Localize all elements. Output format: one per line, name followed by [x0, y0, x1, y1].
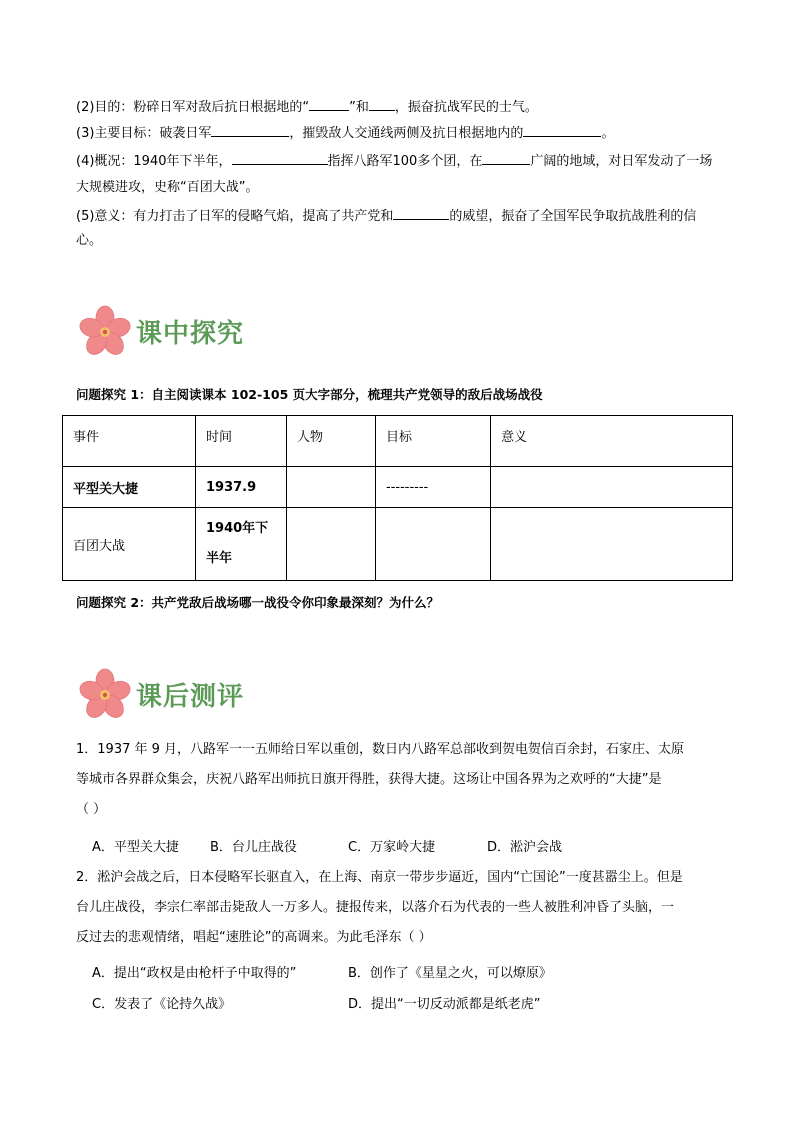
blank-field[interactable]: [393, 205, 449, 220]
quiz-1-option-c[interactable]: C．万家岭大捷: [348, 840, 436, 855]
section-title: 课中探究: [136, 319, 245, 349]
time-cell: 1937.9: [196, 467, 287, 508]
meaning-cell[interactable]: [491, 467, 733, 508]
blank-field[interactable]: [482, 150, 530, 165]
blank-field[interactable]: [523, 122, 601, 137]
header-cell: 人物: [287, 416, 376, 467]
question-1-title: 问题探究 1：自主阅读课本 102-105 页大字部分，梳理共产党领导的敌后战场战役: [76, 387, 543, 402]
quiz-1-option-b[interactable]: B．台儿庄战役: [210, 840, 297, 855]
person-cell[interactable]: [287, 508, 376, 581]
event-cell: 百团大战: [63, 508, 196, 581]
blank-field[interactable]: [232, 150, 328, 165]
flower-icon: [76, 666, 134, 724]
header-cell: 时间: [196, 416, 287, 467]
blank-field[interactable]: [211, 122, 289, 137]
events-table: [62, 415, 733, 581]
blank-field[interactable]: [309, 96, 349, 111]
event-cell: 平型关大捷: [63, 467, 196, 508]
header-cell: 事件: [63, 416, 196, 467]
quiz-1-line: 1．1937 年 9 月，八路军一一五师给日军以重创，数日内八路军总部收到贺电贺信百余封，石家庄、太原: [76, 742, 685, 757]
header-cell: 意义: [491, 416, 733, 467]
table-row: [63, 508, 733, 581]
table-row: [63, 467, 733, 508]
quiz-1-line: 等城市各界群众集会，庆祝八路军出师抗日旗开得胜，获得大捷。这场让中国各界为之欢呼的“大捷”是: [76, 772, 662, 787]
question-2-title: 问题探究 2：共产党敌后战场哪一战役令你印象最深刻？为什么？: [76, 595, 440, 610]
header-cell: 目标: [376, 416, 491, 467]
flower-icon: [76, 303, 134, 361]
quiz-2-line: 反过去的悲观情绪，唱起“速胜论”的高调来。为此毛泽东（ ）: [76, 930, 432, 945]
target-cell[interactable]: [376, 508, 491, 581]
quiz-2-option-c[interactable]: C．发表了《论持久战》: [92, 997, 232, 1012]
item-2: (2)目的：粉碎日军对敌后抗日根据地的“ ”和 ，振奋抗战军民的士气。: [76, 96, 538, 118]
item-5-cont: 心。: [76, 233, 103, 248]
quiz-1-answer-bracket[interactable]: （ ）: [76, 802, 107, 817]
section-title: 课后测评: [136, 682, 245, 712]
time-cell: [196, 508, 287, 581]
target-cell[interactable]: ---------: [376, 467, 491, 508]
item-4-cont: 大规模进攻，史称“百团大战”。: [76, 180, 259, 195]
quiz-2-line: 2．淞沪会战之后，日本侵略军长驱直入，在上海、南京一带步步逼近，国内“亡国论”一度甚嚣尘上。但是: [76, 870, 683, 885]
person-cell[interactable]: [287, 467, 376, 508]
quiz-2-option-a[interactable]: A．提出“政权是由枪杆子中取得的”: [92, 966, 297, 981]
meaning-cell[interactable]: [491, 508, 733, 581]
quiz-1-option-a[interactable]: A．平型关大捷: [92, 840, 179, 855]
blank-field[interactable]: [369, 96, 395, 111]
item-4: (4)概况：1940年下半年， 指挥八路军100多个团，在 广阔的地域，对日军发动了一场: [76, 150, 712, 172]
quiz-2-line: 台儿庄战役，李宗仁率部击毙敌人一万多人。捷报传来，以落介石为代表的一些人被胜利冲昏了头脑，一: [76, 900, 675, 915]
quiz-1-option-d[interactable]: D．淞沪会战: [487, 840, 563, 855]
time-line: 1940年下: [206, 521, 269, 536]
item-5: (5)意义：有力打击了日军的侵略气焰，提高了共产党和 的威望，振奋了全国军民争取抗战胜利的信: [76, 205, 696, 227]
table-header-row: [63, 416, 733, 467]
quiz-2-option-d[interactable]: D．提出“一切反动派都是纸老虎”: [348, 997, 541, 1012]
item-3: (3)主要目标：破袭日军 ，摧毁敌人交通线两侧及抗日根据地内的 。: [76, 122, 614, 144]
time-line: 半年: [206, 551, 233, 566]
quiz-2-option-b[interactable]: B．创作了《星星之火，可以燎原》: [348, 966, 552, 981]
